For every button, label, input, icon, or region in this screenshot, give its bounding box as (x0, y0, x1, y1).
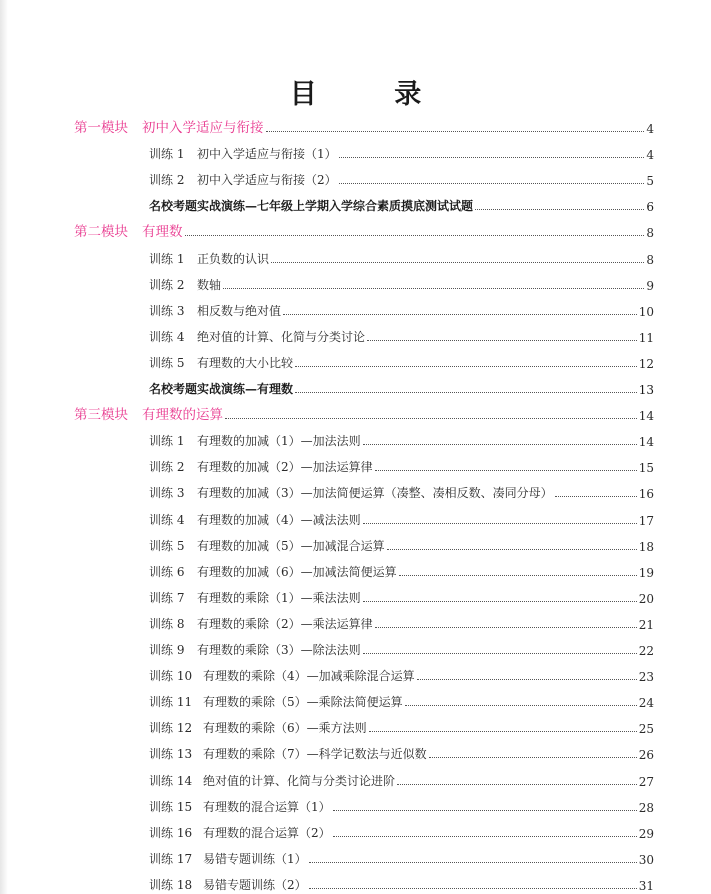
dot-leader (363, 652, 637, 654)
page-number: 8 (646, 226, 654, 241)
toc-lesson-entry[interactable] (149, 588, 654, 606)
entry-label (149, 824, 331, 841)
page-number: 14 (638, 409, 654, 424)
page-number: 12 (638, 356, 654, 371)
toc-module-entry[interactable] (74, 222, 654, 240)
page-edge-shadow (0, 0, 8, 894)
entry-number: 第二模块 (74, 224, 128, 241)
entry-label (149, 798, 331, 815)
entry-number: 训练 4 (149, 329, 185, 344)
page-title: 目 录 (289, 79, 456, 110)
entry-number: 第三模块 (74, 407, 128, 424)
page-number: 24 (638, 696, 654, 711)
entry-title: 有理数的乘除（3）—除法法则 (197, 643, 361, 657)
dot-leader (369, 730, 637, 732)
page-number: 29 (638, 826, 654, 841)
entry-title: 相反数与绝对值 (197, 303, 282, 318)
dot-leader (375, 469, 637, 471)
toc-lesson-entry[interactable] (149, 744, 654, 762)
entry-label (149, 745, 427, 762)
entry-title: 初中入学适应与衔接 (142, 120, 264, 136)
entry-number: 训练 8 (149, 616, 185, 631)
entry-title: 易错专题训练（1） (203, 851, 307, 866)
toc-lesson-entry[interactable] (149, 249, 654, 267)
entry-number: 训练 17 (149, 851, 193, 866)
entry-label (149, 537, 385, 554)
entry-title: 初中入学适应与衔接（1） (197, 147, 337, 162)
entry-title: 数轴 (197, 277, 222, 292)
page-number: 17 (638, 513, 654, 528)
entry-label (149, 876, 307, 893)
entry-label (149, 276, 221, 293)
entry-title: 有理数的混合运算（1） (203, 799, 331, 814)
page-number: 31 (638, 878, 654, 893)
page-number: 6 (646, 200, 654, 215)
entry-title: 有理数的乘除（7）—科学记数法与近似数 (203, 747, 427, 762)
page-number: 15 (638, 461, 654, 476)
dot-leader (339, 182, 644, 184)
dot-leader (339, 156, 644, 158)
dot-leader (397, 783, 637, 785)
dot-leader (405, 704, 637, 706)
entry-title: 易错专题训练（2） (203, 877, 307, 892)
entry-label (149, 354, 293, 371)
page-number: 19 (638, 565, 654, 580)
dot-leader (271, 261, 644, 263)
entry-title: 有理数的运算 (142, 407, 223, 424)
toc-exam-entry[interactable] (149, 196, 654, 214)
page-number: 20 (638, 591, 654, 606)
toc-lesson-entry[interactable] (149, 718, 654, 736)
entry-title: 有理数的加减（5）—加减混合运算 (197, 538, 385, 553)
dot-leader (399, 574, 637, 576)
entry-label (149, 302, 281, 319)
entry-label (149, 850, 307, 867)
page-number: 9 (646, 278, 654, 293)
dot-leader (363, 443, 637, 445)
entry-title: 有理数的乘除（4）—加减乘除混合运算 (203, 669, 415, 684)
entry-number: 训练 14 (149, 773, 193, 788)
entry-number: 训练 2 (149, 173, 185, 188)
entry-number: 训练 15 (149, 799, 193, 814)
toc-lesson-entry[interactable] (149, 327, 654, 345)
dot-leader (417, 678, 637, 680)
toc-lesson-entry[interactable] (149, 301, 654, 319)
entry-number: 训练 3 (149, 486, 185, 501)
entry-number: 训练 16 (149, 825, 193, 840)
entry-title: 有理数的加减（2）—加法运算律 (197, 460, 373, 475)
page-number: 21 (638, 617, 654, 632)
entry-number: 训练 11 (149, 695, 193, 710)
toc-lesson-entry[interactable] (149, 431, 654, 449)
entry-number: 训练 5 (149, 538, 185, 553)
page-number: 30 (638, 852, 654, 867)
entry-title: 有理数的加减（1）—加法法则 (197, 434, 361, 449)
dot-leader (333, 809, 637, 811)
page-number: 8 (646, 252, 654, 267)
entry-number: 第一模块 (74, 120, 128, 136)
entry-label (149, 589, 361, 606)
dot-leader (429, 756, 637, 758)
toc-lesson-entry[interactable] (149, 457, 654, 475)
toc-module-entry[interactable] (74, 118, 654, 136)
dot-leader (309, 887, 637, 889)
entry-label (149, 693, 403, 710)
toc-lesson-entry[interactable] (149, 640, 654, 658)
page-number: 27 (638, 774, 654, 789)
dot-leader (375, 626, 637, 628)
entry-number: 训练 2 (149, 460, 185, 475)
dot-leader (225, 417, 637, 419)
dot-leader (555, 495, 637, 497)
entry-number: 训练 10 (149, 669, 193, 684)
entry-title: 有理数的加减（3）—加法简便运算（凑整、凑相反数、凑同分母） (197, 486, 553, 501)
page-number: 11 (638, 330, 654, 345)
entry-label (149, 484, 553, 501)
toc-lesson-entry[interactable] (149, 875, 654, 893)
entry-title: 有理数的乘除（1）—乘法法则 (197, 590, 361, 605)
entry-title: 正负数的认识 (197, 251, 270, 266)
entry-label (149, 511, 361, 528)
entry-number: 训练 2 (149, 277, 185, 292)
entry-title: 有理数的乘除（6）—乘方法则 (203, 721, 367, 736)
toc-lesson-entry[interactable] (149, 849, 654, 867)
page-number: 10 (638, 304, 654, 319)
dot-leader (387, 548, 637, 550)
entry-title: 有理数的加减（6）—加减法简便运算 (197, 564, 397, 579)
page-number: 26 (638, 748, 654, 763)
entry-label (74, 116, 264, 136)
dot-leader (185, 234, 645, 236)
dot-leader (295, 365, 637, 367)
dot-leader (367, 339, 637, 341)
toc-lesson-entry[interactable] (149, 536, 654, 554)
entry-number: 训练 5 (149, 355, 185, 370)
toc-lesson-entry[interactable] (149, 666, 654, 684)
entry-label (149, 667, 415, 684)
entry-label (149, 563, 397, 580)
page-number: 14 (638, 435, 654, 450)
entry-title: 有理数的乘除（5）—乘除法简便运算 (203, 695, 403, 710)
entry-number: 训练 7 (149, 590, 185, 605)
dot-leader (295, 391, 637, 393)
entry-title: 绝对值的计算、化简与分类讨论进阶 (203, 773, 396, 788)
dot-leader (309, 861, 637, 863)
entry-label (149, 328, 365, 345)
entry-number: 训练 1 (149, 147, 185, 162)
entry-label (149, 772, 395, 789)
entry-label (149, 380, 293, 397)
toc-lesson-entry[interactable] (149, 353, 654, 371)
entry-number: 训练 6 (149, 564, 185, 579)
entry-label (149, 615, 373, 632)
entry-title: 有理数的乘除（2）—乘法运算律 (197, 616, 373, 631)
entry-title: 有理数的加减（4）—减法法则 (197, 512, 361, 527)
entry-number: 训练 9 (149, 643, 185, 657)
page-number: 28 (638, 800, 654, 815)
page-number: 13 (638, 383, 654, 397)
page-number: 22 (638, 644, 654, 658)
entry-number: 训练 18 (149, 877, 193, 892)
dot-leader (475, 208, 644, 210)
entry-number: 训练 4 (149, 512, 185, 527)
page-number: 18 (638, 539, 654, 554)
entry-title: 绝对值的计算、化简与分类讨论 (197, 329, 366, 344)
entry-label (149, 458, 373, 475)
page-number: 16 (638, 487, 654, 502)
entry-label (149, 719, 367, 736)
dot-leader (223, 287, 644, 289)
entry-label (74, 220, 183, 240)
page-number: 25 (638, 722, 654, 737)
entry-number: 训练 12 (149, 721, 193, 736)
toc-lesson-entry[interactable] (149, 771, 654, 789)
toc-exam-entry[interactable] (149, 379, 654, 397)
toc-module-entry[interactable] (74, 405, 654, 423)
entry-title: 名校考题实战演练—七年级上学期入学综合素质摸底测试试题 (149, 199, 474, 214)
entry-number: 训练 1 (149, 434, 185, 449)
toc-lesson-entry[interactable] (149, 483, 654, 501)
toc-lesson-entry[interactable] (149, 614, 654, 632)
entry-label (149, 197, 473, 214)
entry-label (149, 641, 361, 658)
toc-lesson-entry[interactable] (149, 275, 654, 293)
entry-number: 训练 13 (149, 747, 193, 762)
toc-lesson-entry[interactable] (149, 170, 654, 188)
entry-number: 训练 1 (149, 251, 185, 266)
dot-leader (363, 600, 637, 602)
entry-label (149, 171, 337, 188)
page-number: 4 (646, 122, 654, 136)
entry-label (149, 250, 269, 267)
entry-title: 名校考题实战演练—有理数 (149, 382, 294, 396)
entry-title: 有理数的混合运算（2） (203, 825, 331, 840)
dot-leader (266, 130, 645, 132)
toc-lesson-entry[interactable] (149, 510, 654, 528)
dot-leader (333, 835, 637, 837)
entry-title: 初中入学适应与衔接（2） (197, 173, 337, 188)
entry-title: 有理数的大小比较 (197, 355, 294, 370)
dot-leader (363, 522, 637, 524)
entry-label (74, 403, 223, 423)
toc-lesson-entry[interactable] (149, 562, 654, 580)
toc-lesson-entry[interactable] (149, 797, 654, 815)
entry-label (149, 145, 337, 162)
page-number: 23 (638, 670, 654, 685)
page-number: 4 (646, 148, 654, 163)
toc-lesson-entry[interactable] (149, 144, 654, 162)
entry-title: 有理数 (142, 224, 183, 241)
entry-number: 训练 3 (149, 303, 185, 318)
entry-label (149, 432, 361, 449)
dot-leader (283, 313, 637, 315)
toc-lesson-entry[interactable] (149, 823, 654, 841)
toc-lesson-entry[interactable] (149, 692, 654, 710)
page-number: 5 (646, 174, 654, 189)
